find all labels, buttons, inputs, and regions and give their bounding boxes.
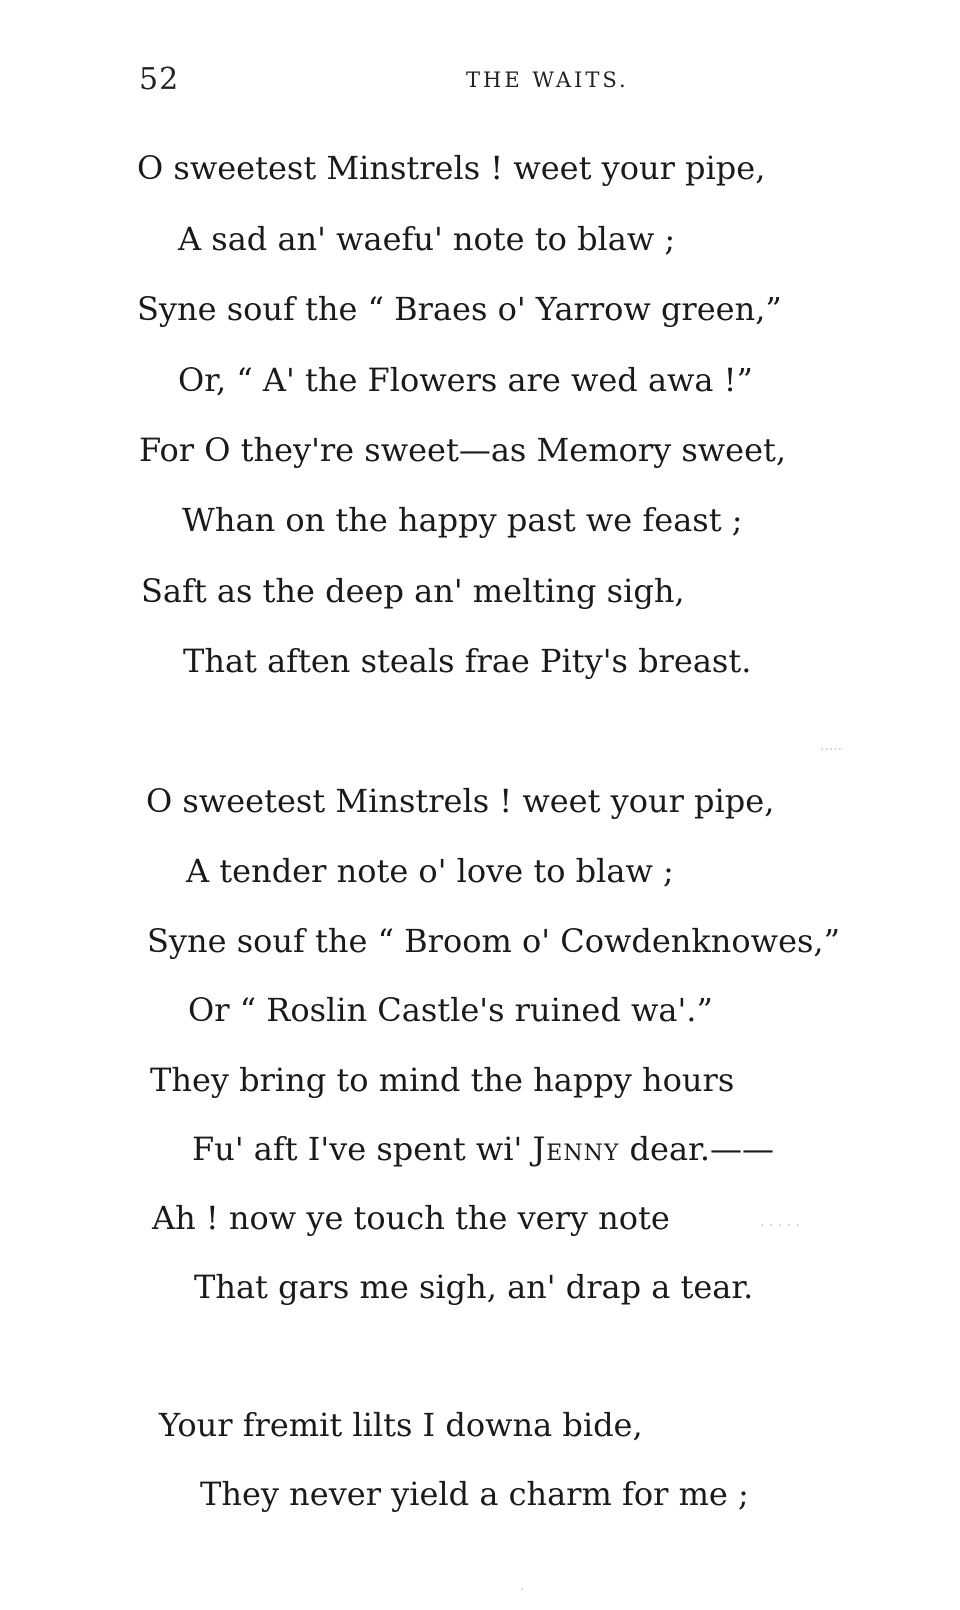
poem-line: O sweetest Minstrels ! weet your pipe, [137,149,766,187]
poem-line: Or “ Roslin Castle's ruined wa'.” [188,991,713,1029]
line-tail: dear.—— [629,1130,774,1168]
poem-line: Your fremit lilts I downa bide, [159,1406,643,1444]
poem-line: They never yield a charm for me ; [200,1475,749,1513]
poem-line: A sad an' waefu' note to blaw ; [178,220,676,258]
page-number: 52 [139,62,180,97]
poem-line: Whan on the happy past we feast ; [182,501,743,539]
name-jenny: Jenny [532,1130,620,1168]
poem-line: That gars me sigh, an' drap a tear. [194,1268,754,1306]
scan-speck: ····· [820,742,843,758]
scan-speck: · · · · · [760,1218,801,1234]
poem-line: Syne souf the “ Broom o' Cowdenknowes,” [147,922,840,960]
running-title: THE WAITS. [466,68,629,92]
poem-line: That aften steals frae Pity's breast. [183,642,752,680]
scan-speck: · [520,1582,525,1598]
poem-line: Or, “ A' the Flowers are wed awa !” [178,361,753,399]
line-text: Fu' aft I've spent wi' [192,1130,523,1168]
poem-line: Saft as the deep an' melting sigh, [141,572,685,610]
poem-line [192,1129,774,1169]
poem-line: Ah ! now ye touch the very note [152,1199,670,1237]
poem-line: O sweetest Minstrels ! weet your pipe, [146,782,775,820]
poem-line: A tender note o' love to blaw ; [186,852,674,890]
poem-line: Syne souf the “ Braes o' Yarrow green,” [137,290,782,328]
poem-line: For O they're sweet—as Memory sweet, [139,431,787,469]
poem-line: They bring to mind the happy hours [150,1061,735,1099]
